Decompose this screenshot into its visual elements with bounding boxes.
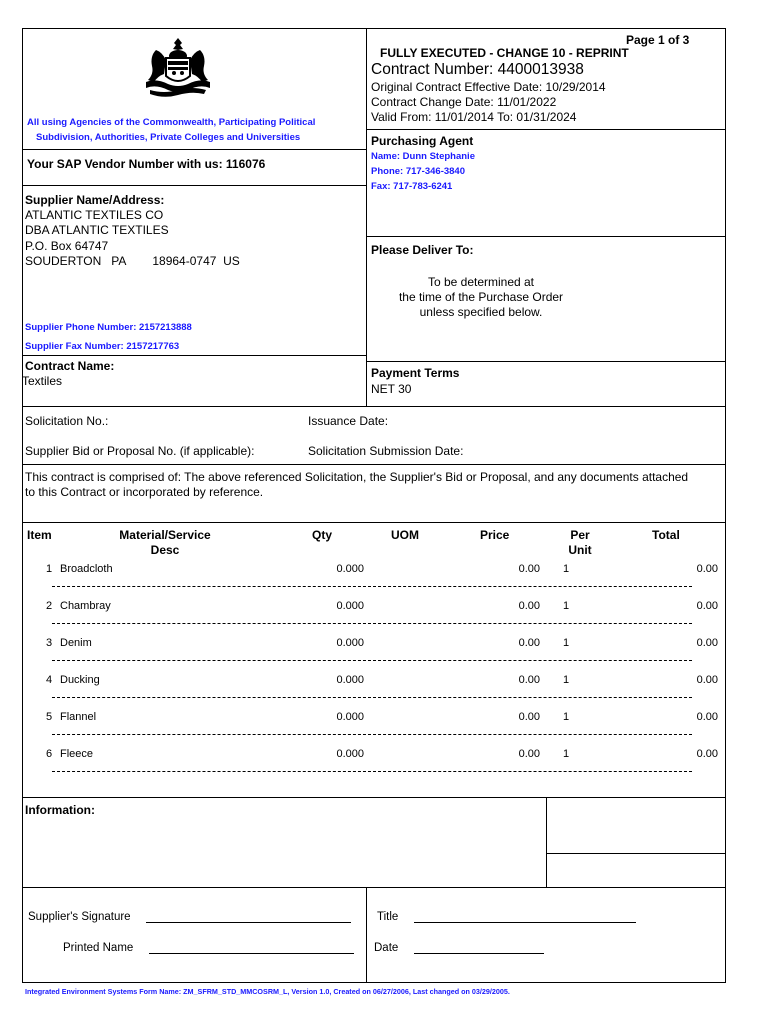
supplier-fax: Supplier Fax Number: 2157217763: [25, 341, 180, 352]
table-row: [0, 748, 770, 785]
rule: [22, 406, 726, 407]
contract-status: FULLY EXECUTED - CHANGE 10 - REPRINT: [380, 46, 629, 60]
vendor-number: Your SAP Vendor Number with us: 116076: [27, 157, 266, 171]
item-qty: 0.000: [336, 563, 364, 575]
col-per: Per: [570, 528, 590, 542]
title-text: Title: [377, 911, 399, 923]
agent-heading: Purchasing Agent: [371, 134, 474, 148]
contract-name-value: Textiles: [22, 374, 63, 388]
item-total: 0.00: [696, 748, 718, 760]
signature-divider: [366, 887, 367, 983]
item-total: 0.00: [696, 637, 718, 649]
col-item: Item: [27, 528, 52, 542]
rule: [22, 887, 726, 888]
item-qty: 0.000: [336, 600, 364, 612]
date-field[interactable]: [414, 941, 544, 954]
row-separator: [52, 697, 692, 698]
contract-name-label: Contract Name:: [25, 359, 115, 373]
supplier-line: SOUDERTON PA 18964-0747 US: [25, 254, 240, 268]
item-price: 0.00: [518, 748, 540, 760]
item-price: 0.00: [518, 637, 540, 649]
col-qty: Qty: [312, 528, 333, 542]
row-separator: [52, 771, 692, 772]
comprised-line-1: This contract is comprised of: The above referenced Solicitation, the Supplier's Bid or Proposal, and any documents attached: [25, 470, 689, 484]
valid-dates: Valid From: 11/01/2014 To: 01/31/2024: [371, 110, 577, 124]
supplier-line: P.O. Box 64747: [25, 239, 109, 253]
contract-number: Contract Number: 4400013938: [371, 61, 584, 78]
supplier-phone: Supplier Phone Number: 2157213888: [25, 322, 192, 333]
row-separator: [52, 734, 692, 735]
date-label: [374, 941, 544, 954]
frame-bottom: [22, 982, 726, 983]
row-separator: [52, 623, 692, 624]
item-price: 0.00: [518, 600, 540, 612]
item-number: 5: [46, 711, 53, 723]
effective-date: Original Contract Effective Date: 10/29/2014: [371, 80, 606, 94]
item-number: 1: [46, 563, 53, 575]
item-desc: Fleece: [60, 748, 94, 760]
agent-fax: Fax: 717-783-6241: [371, 181, 453, 192]
supplier-signature-label: [28, 910, 351, 923]
agencies-line-2: Subdivision, Authorities, Private Colleges and Universities: [36, 132, 301, 143]
form-footer: Integrated Environment Systems Form Name: ZM_SFRM_STD_MMCOSRM_L, Version 1.0, Created on 06/27/2006, Last changed on 03/29/2005.: [25, 987, 510, 996]
item-price: 0.00: [518, 711, 540, 723]
frame-left: [22, 28, 23, 983]
rule: [22, 185, 367, 186]
supplier-signature-field[interactable]: [146, 910, 351, 923]
item-desc: Broadcloth: [60, 563, 113, 575]
table-row: [0, 637, 770, 674]
rule: [22, 464, 726, 465]
item-desc: Chambray: [60, 600, 111, 612]
row-separator: [52, 586, 692, 587]
item-total: 0.00: [696, 600, 718, 612]
row-separator: [52, 660, 692, 661]
info-divider: [546, 797, 547, 887]
col-total: Total: [652, 528, 680, 542]
item-total: 0.00: [696, 674, 718, 686]
supplier-heading: Supplier Name/Address:: [25, 193, 165, 207]
item-per: 1: [563, 637, 570, 649]
bid-number: Supplier Bid or Proposal No. (if applicable):: [25, 444, 255, 458]
printed-name-text: Printed Name: [63, 942, 134, 954]
item-qty: 0.000: [336, 674, 364, 686]
item-qty: 0.000: [336, 711, 364, 723]
payment-terms-value: NET 30: [371, 382, 412, 396]
change-date: Contract Change Date: 11/01/2022: [371, 95, 557, 109]
deliver-line: unless specified below.: [419, 305, 543, 319]
col-uom: UOM: [391, 528, 419, 542]
frame-right: [725, 28, 726, 983]
item-number: 2: [46, 600, 53, 612]
printed-name-label: [63, 941, 354, 954]
comprised-line-2: to this Contract or incorporated by reference.: [25, 485, 264, 499]
agent-phone: Phone: 717-346-3840: [371, 166, 465, 177]
header-divider: [366, 28, 367, 406]
item-per: 1: [563, 674, 570, 686]
item-total: 0.00: [696, 563, 718, 575]
item-price: 0.00: [518, 563, 540, 575]
rule: [22, 522, 726, 523]
item-per: 1: [563, 600, 570, 612]
agent-name: Name: Dunn Stephanie: [371, 151, 475, 162]
item-desc: Flannel: [60, 711, 97, 723]
submission-date: Solicitation Submission Date:: [308, 444, 464, 458]
item-per: 1: [563, 748, 570, 760]
printed-name-field[interactable]: [149, 941, 354, 954]
issuance-date: Issuance Date:: [308, 414, 389, 428]
rule: [22, 355, 367, 356]
item-number: 4: [46, 674, 53, 686]
rule: [546, 853, 726, 854]
col-desc-2: Desc: [150, 543, 180, 557]
title-field[interactable]: [414, 910, 636, 923]
deliver-line: the time of the Purchase Order: [398, 290, 564, 304]
col-per-2: Unit: [568, 543, 592, 557]
page-number: Page 1 of 3: [626, 33, 690, 47]
supplier-signature-text: Supplier's Signature: [28, 911, 131, 923]
table-row: [0, 563, 770, 600]
table-row: [0, 674, 770, 711]
table-row: [0, 600, 770, 637]
frame-top: [22, 28, 726, 29]
rule: [366, 236, 726, 237]
title-label: [377, 910, 636, 923]
rule: [366, 129, 726, 130]
information-label: Information:: [25, 803, 95, 817]
commonwealth-seal-icon: [138, 36, 218, 98]
item-qty: 0.000: [336, 637, 364, 649]
col-price: Price: [480, 528, 510, 542]
col-desc: Material/Service: [119, 528, 211, 542]
item-per: 1: [563, 711, 570, 723]
item-number: 3: [46, 637, 53, 649]
table-row: [0, 711, 770, 748]
item-per: 1: [563, 563, 570, 575]
agencies-line-1: All using Agencies of the Commonwealth, Participating Political: [27, 117, 316, 128]
date-text: Date: [374, 942, 399, 954]
supplier-line: ATLANTIC TEXTILES CO: [25, 208, 164, 222]
rule: [22, 149, 367, 150]
deliver-line: To be determined at: [427, 275, 535, 289]
solicitation-no: Solicitation No.:: [25, 414, 109, 428]
rule: [22, 797, 726, 798]
item-desc: Denim: [60, 637, 92, 649]
item-total: 0.00: [696, 711, 718, 723]
item-desc: Ducking: [60, 674, 100, 686]
payment-terms-label: Payment Terms: [371, 366, 460, 380]
item-qty: 0.000: [336, 748, 364, 760]
rule: [366, 361, 726, 362]
supplier-line: DBA ATLANTIC TEXTILES: [25, 223, 169, 237]
deliver-heading: Please Deliver To:: [371, 243, 474, 257]
item-price: 0.00: [518, 674, 540, 686]
item-number: 6: [46, 748, 53, 760]
